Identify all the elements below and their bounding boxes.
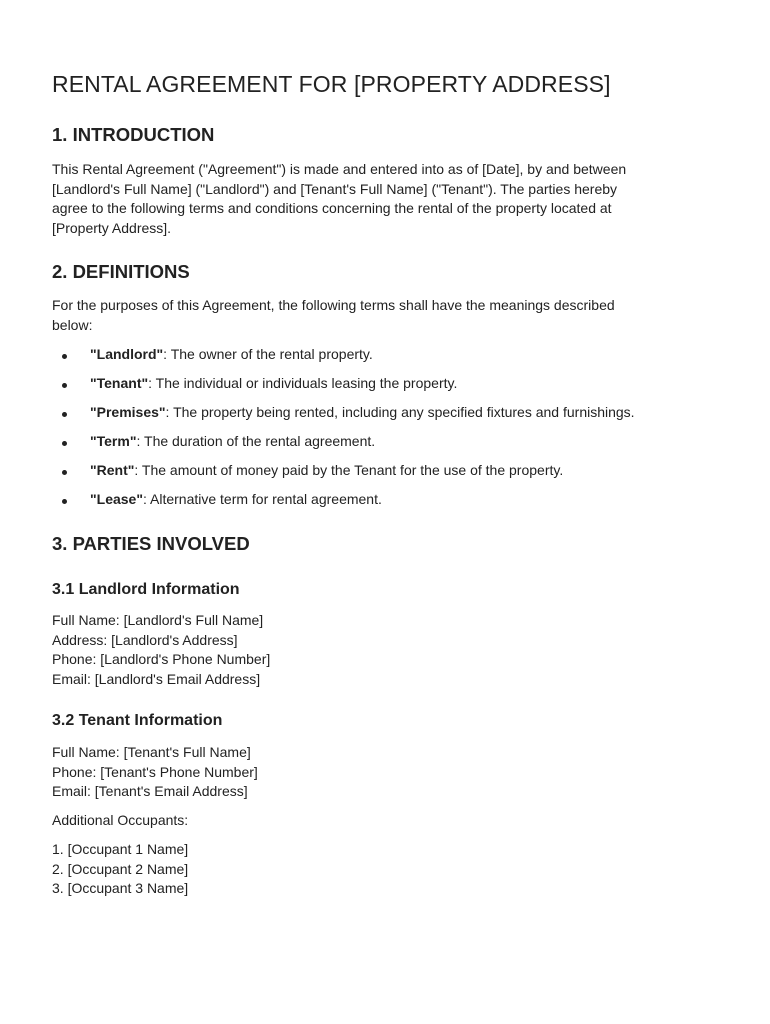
- definition-text: : The duration of the rental agreement.: [136, 433, 376, 449]
- occupants-list: [52, 840, 188, 899]
- document-title: RENTAL AGREEMENT FOR [PROPERTY ADDRESS]: [52, 71, 611, 97]
- tenant-info: [52, 743, 258, 802]
- definition-item: [52, 431, 635, 460]
- bullet-icon: [62, 441, 67, 446]
- paragraph-line: [Property Address].: [52, 219, 172, 236]
- bullet-icon: [62, 412, 67, 417]
- definition-text: : The owner of the rental property.: [163, 346, 373, 362]
- tenant-phone: Phone: [Tenant's Phone Number]: [52, 763, 258, 780]
- landlord-address: Address: [Landlord's Address]: [52, 631, 238, 648]
- bullet-icon: [62, 383, 67, 388]
- tenant-full-name: Full Name: [Tenant's Full Name]: [52, 744, 251, 760]
- occupant-item: 1. [Occupant 1 Name]: [52, 841, 189, 857]
- definition-item: [52, 344, 635, 373]
- tenant-email: Email: [Tenant's Email Address]: [52, 783, 248, 800]
- section-heading-definitions: 2. DEFINITIONS: [52, 261, 190, 282]
- bullet-icon: [62, 470, 67, 475]
- introduction-paragraph: [52, 160, 626, 238]
- definition-item: [52, 402, 635, 431]
- paragraph-line: [Landlord's Full Name] ("Landlord") and [Tenant's Full Name] ("Tenant"). The parties hereby: [52, 180, 618, 197]
- occupants-label: [52, 811, 188, 831]
- landlord-phone: Phone: [Landlord's Phone Number]: [52, 651, 271, 668]
- definition-text: : Alternative term for rental agreement.: [142, 491, 382, 507]
- landlord-info: [52, 611, 270, 689]
- occupant-item: 2. [Occupant 2 Name]: [52, 860, 189, 877]
- definition-term: "Term": [90, 433, 137, 449]
- definition-term: "Tenant": [90, 375, 149, 391]
- definition-item: [52, 489, 635, 518]
- definitions-list: [52, 344, 635, 518]
- landlord-full-name: Full Name: [Landlord's Full Name]: [52, 612, 264, 628]
- subsection-heading-landlord: 3.1 Landlord Information: [52, 581, 240, 598]
- definition-term: "Rent": [90, 462, 135, 478]
- occupant-item: 3. [Occupant 3 Name]: [52, 880, 189, 897]
- definition-text: : The property being rented, including any specified fixtures and furnishings.: [165, 404, 635, 420]
- paragraph-line: agree to the following terms and conditions concerning the rental of the property located at: [52, 200, 612, 217]
- section-heading-parties: 3. PARTIES INVOLVED: [52, 533, 250, 554]
- definition-term: "Lease": [90, 491, 143, 507]
- definition-term: "Landlord": [90, 346, 164, 362]
- section-heading-introduction: 1. INTRODUCTION: [52, 124, 215, 145]
- subsection-heading-tenant: 3.2 Tenant Information: [52, 712, 223, 729]
- landlord-email: Email: [Landlord's Email Address]: [52, 670, 261, 687]
- bullet-icon: [62, 354, 67, 359]
- definition-term: "Premises": [90, 404, 166, 420]
- occupants-label-text: Additional Occupants:: [52, 812, 189, 828]
- bullet-icon: [62, 499, 67, 504]
- paragraph-line: For the purposes of this Agreement, the following terms shall have the meanings described: [52, 297, 615, 313]
- paragraph-line: below:: [52, 316, 93, 333]
- definition-text: : The amount of money paid by the Tenant for the use of the property.: [134, 462, 564, 478]
- definition-text: : The individual or individuals leasing the property.: [148, 375, 458, 391]
- definitions-intro: [52, 296, 615, 335]
- paragraph-line: This Rental Agreement ("Agreement") is made and entered into as of [Date], by and between: [52, 161, 627, 177]
- definition-item: [52, 460, 635, 489]
- definition-item: [52, 373, 635, 402]
